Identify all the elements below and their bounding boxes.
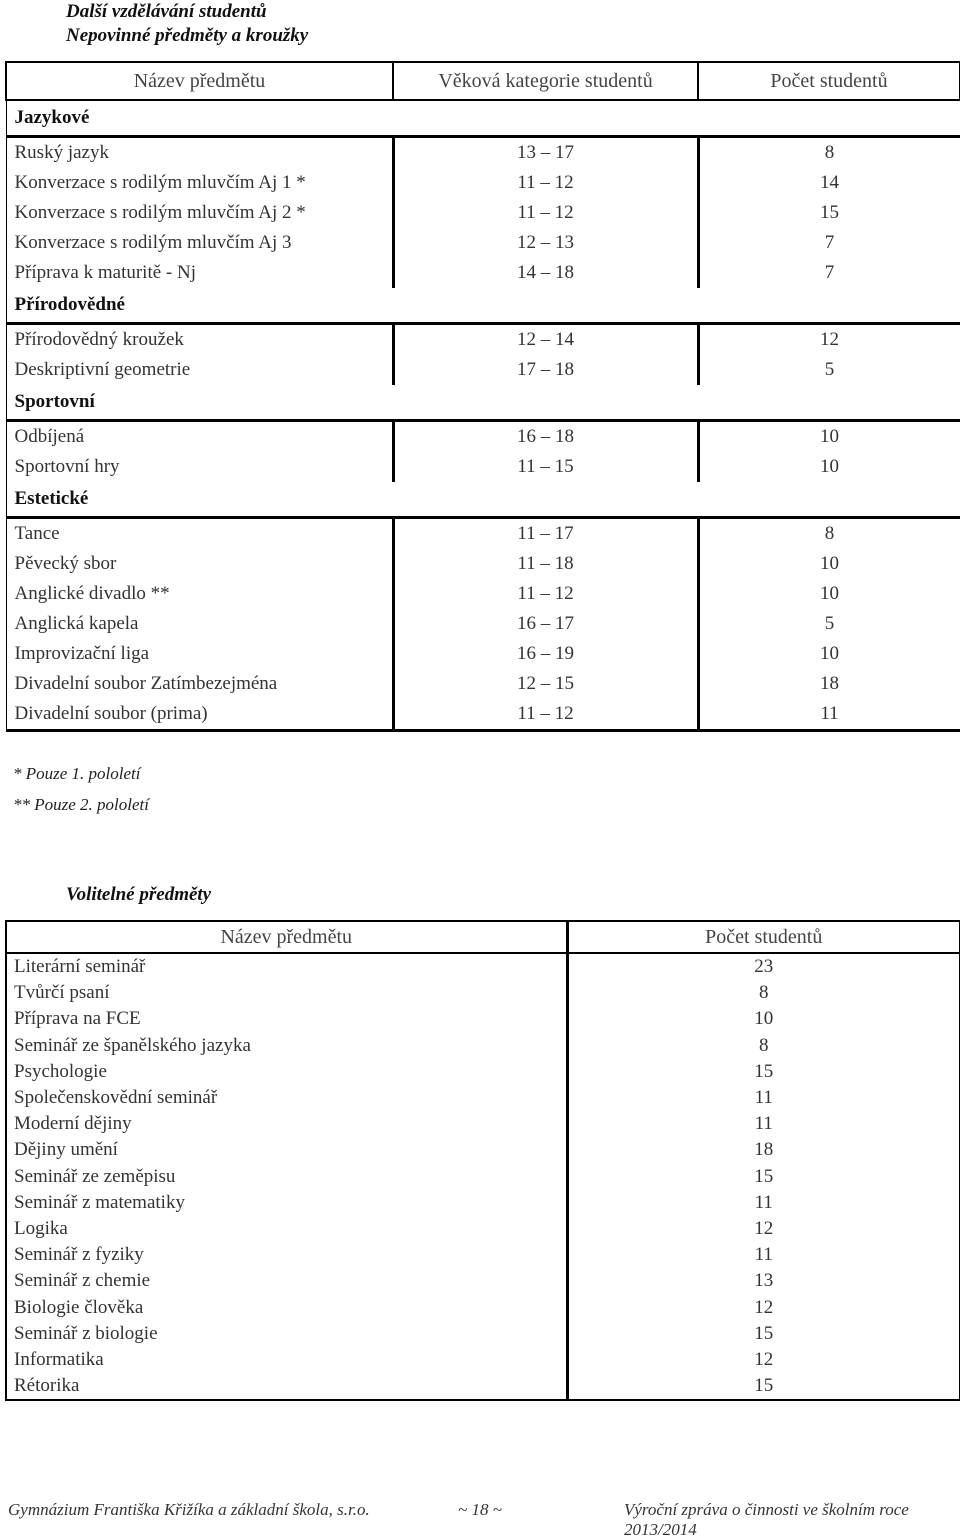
student-count: 15 [754, 1375, 774, 1397]
table-row [6, 1137, 960, 1163]
category-row [6, 482, 960, 518]
student-count: 7 [698, 258, 960, 288]
age-range: 16 – 18 [393, 421, 698, 453]
subject-name: Anglická kapela [6, 609, 393, 639]
student-count: 10 [698, 549, 960, 579]
table-header-row [6, 62, 960, 100]
age-range: 12 – 14 [393, 324, 698, 356]
category-label: Přírodovědné [6, 288, 960, 324]
subject-name: Seminář z matematiky [6, 1190, 567, 1216]
subject-name: Improvizační liga [6, 639, 393, 669]
table-row [6, 1111, 960, 1137]
footer-report-title: Výroční zpráva o činnosti ve školním roce 2013/2014 [624, 1500, 909, 1539]
student-count: 8 [698, 518, 960, 550]
table-row [6, 198, 960, 228]
subject-name: Divadelní soubor (prima) [6, 699, 393, 731]
table-row [6, 1216, 960, 1242]
subject-name: Divadelní soubor Zatímbezejména [6, 669, 393, 699]
column-header-count: Počet studentů [567, 921, 960, 953]
table-row [6, 1373, 960, 1400]
table-row [6, 452, 960, 482]
student-count: 10 [698, 452, 960, 482]
table-row [6, 609, 960, 639]
student-count: 13 [754, 1270, 774, 1292]
column-header-age: Věková kategorie studentů [393, 62, 698, 100]
age-range: 11 – 12 [393, 168, 698, 198]
table-row [6, 421, 960, 453]
table-row [6, 228, 960, 258]
subject-name: Seminář z chemie [6, 1268, 567, 1294]
subject-name: Dějiny umění [6, 1137, 567, 1163]
heading-line-1: Další vzdělávání studentů [66, 1, 267, 22]
elective-heading: Volitelné předměty [66, 884, 212, 905]
table-row [6, 549, 960, 579]
category-label: Estetické [6, 482, 960, 518]
table-row [6, 258, 960, 288]
subject-name: Rétorika [6, 1373, 567, 1400]
table-row [6, 1190, 960, 1216]
table-body [6, 100, 960, 731]
table-row [6, 324, 960, 356]
student-count: 15 [754, 1060, 774, 1082]
student-count: 23 [754, 956, 774, 978]
footer-page-number: ~ 18 ~ [458, 1500, 502, 1519]
table-row [6, 669, 960, 699]
student-count: 10 [754, 1008, 774, 1030]
heading-line-2: Nepovinné předměty a kroužky [66, 25, 309, 46]
student-count: 11 [698, 699, 960, 731]
subject-name: Psychologie [6, 1059, 567, 1085]
table-row [6, 1347, 960, 1373]
table-row [6, 1294, 960, 1320]
table-row [6, 1242, 960, 1268]
table-row [6, 518, 960, 550]
age-range: 11 – 15 [393, 452, 698, 482]
student-count: 14 [698, 168, 960, 198]
subject-name: Moderní dějiny [6, 1111, 567, 1137]
student-count: 5 [698, 355, 960, 385]
student-count: 12 [698, 324, 960, 356]
subject-name: Anglické divadlo ** [6, 579, 393, 609]
table-row [6, 699, 960, 731]
student-count: 5 [698, 609, 960, 639]
section-heading [66, 0, 308, 48]
subject-name: Literární seminář [6, 953, 567, 980]
table-row [6, 579, 960, 609]
table-row [6, 1164, 960, 1190]
subject-name: Seminář z biologie [6, 1321, 567, 1347]
student-count: 7 [698, 228, 960, 258]
subject-name: Tance [6, 518, 393, 550]
table-body [6, 953, 960, 1400]
subject-name: Ruský jazyk [6, 137, 393, 169]
table-row [6, 953, 960, 980]
subject-name: Deskriptivní geometrie [6, 355, 393, 385]
subject-name: Konverzace s rodilým mluvčím Aj 3 [6, 228, 393, 258]
age-range: 11 – 17 [393, 518, 698, 550]
category-row [6, 288, 960, 324]
student-count: 10 [698, 579, 960, 609]
subject-name: Příprava k maturitě - Nj [6, 258, 393, 288]
table-row [6, 168, 960, 198]
student-count: 18 [698, 669, 960, 699]
student-count: 8 [759, 1034, 769, 1056]
subject-name: Odbíjená [6, 421, 393, 453]
subject-name: Přírodovědný kroužek [6, 324, 393, 356]
age-range: 13 – 17 [393, 137, 698, 169]
student-count: 18 [754, 1139, 774, 1161]
table-header-row [6, 921, 960, 953]
age-range: 12 – 13 [393, 228, 698, 258]
age-range: 14 – 18 [393, 258, 698, 288]
subject-name: Logika [6, 1216, 567, 1242]
subject-name: Seminář z fyziky [6, 1242, 567, 1268]
table-row [6, 1268, 960, 1294]
age-range: 11 – 12 [393, 579, 698, 609]
student-count: 10 [698, 639, 960, 669]
column-header-count: Počet studentů [698, 62, 960, 100]
category-row [6, 100, 960, 137]
subject-name: Seminář ze španělského jazyka [6, 1033, 567, 1059]
subject-name: Sportovní hry [6, 452, 393, 482]
subject-name: Biologie člověka [6, 1294, 567, 1320]
category-label: Sportovní [6, 385, 960, 421]
student-count: 12 [754, 1296, 774, 1318]
student-count: 15 [754, 1322, 774, 1344]
elective-subjects-table [5, 920, 960, 1401]
table-row [6, 355, 960, 385]
table-row [6, 639, 960, 669]
table-row [6, 980, 960, 1006]
subject-name: Tvůrčí psaní [6, 980, 567, 1006]
table-row [6, 1085, 960, 1111]
student-count: 10 [698, 421, 960, 453]
table-row [6, 1033, 960, 1059]
student-count: 11 [754, 1191, 773, 1213]
table-row [6, 1059, 960, 1085]
student-count: 8 [698, 137, 960, 169]
age-range: 11 – 12 [393, 198, 698, 228]
footnote-2: ** Pouze 2. pololetí [13, 795, 149, 814]
student-count: 15 [698, 198, 960, 228]
age-range: 16 – 19 [393, 639, 698, 669]
column-header-subject: Název předmětu [6, 921, 567, 953]
optional-subjects-table [5, 61, 960, 732]
age-range: 11 – 12 [393, 699, 698, 731]
subject-name: Seminář ze zeměpisu [6, 1164, 567, 1190]
category-label: Jazykové [6, 100, 960, 137]
student-count: 12 [754, 1348, 774, 1370]
student-count: 11 [754, 1113, 773, 1135]
table-row [6, 1006, 960, 1032]
subject-name: Konverzace s rodilým mluvčím Aj 1 * [6, 168, 393, 198]
student-count: 11 [754, 1087, 773, 1109]
subject-name: Konverzace s rodilým mluvčím Aj 2 * [6, 198, 393, 228]
subject-name: Informatika [6, 1347, 567, 1373]
age-range: 11 – 18 [393, 549, 698, 579]
footer-school: Gymnázium Františka Křižíka a základní škola, s.r.o. [8, 1500, 370, 1519]
student-count: 8 [759, 982, 769, 1004]
column-header-subject: Název předmětu [6, 62, 393, 100]
subject-name: Pěvecký sbor [6, 549, 393, 579]
table-row [6, 1321, 960, 1347]
age-range: 12 – 15 [393, 669, 698, 699]
subject-name: Příprava na FCE [6, 1006, 567, 1032]
subject-name: Společenskovědní seminář [6, 1085, 567, 1111]
table-row [6, 137, 960, 169]
student-count: 15 [754, 1165, 774, 1187]
age-range: 17 – 18 [393, 355, 698, 385]
age-range: 16 – 17 [393, 609, 698, 639]
category-row [6, 385, 960, 421]
student-count: 12 [754, 1217, 774, 1239]
footnote-1: * Pouze 1. pololetí [13, 764, 141, 783]
student-count: 11 [754, 1244, 773, 1266]
